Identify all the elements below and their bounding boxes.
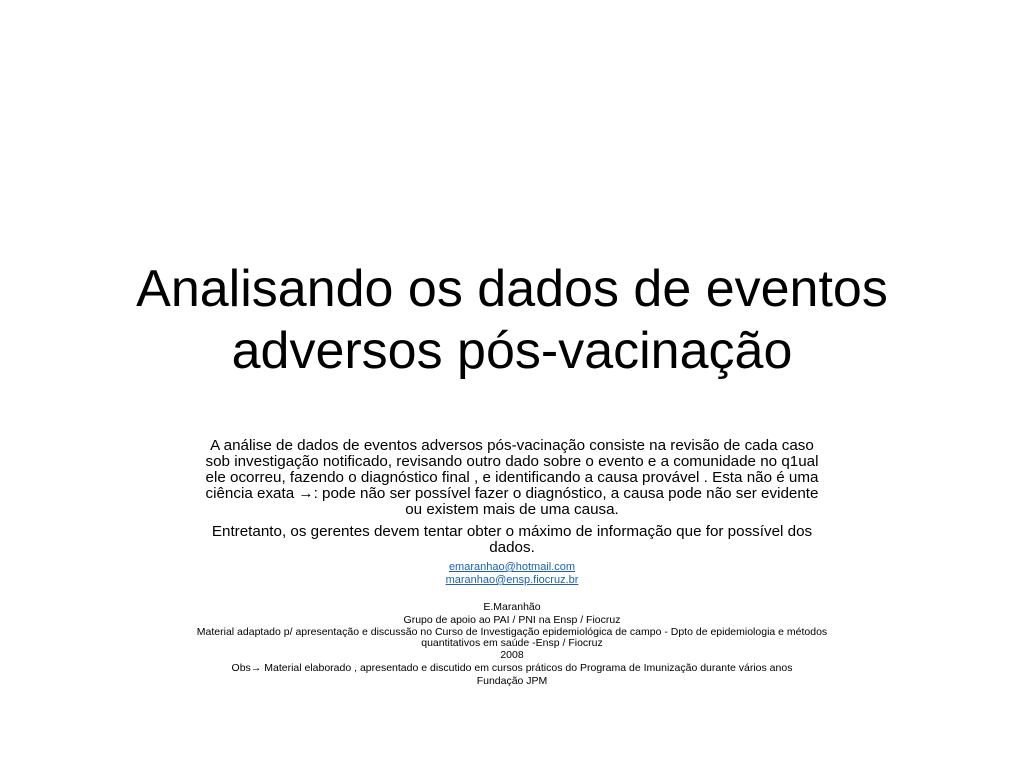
material-line-1: Material adaptado p/ apresentação e discussão no Curso de Investigação epidemiológica de campo - Dpto de epidemiologia e métodos xyxy=(196,626,828,638)
paragraph-line: sob investigação notificado, revisando outro dado sobre o evento e a comunidade no q1ual xyxy=(205,453,819,470)
paragraph-line: ele ocorreu, fazendo o diagnóstico final , e identificando a causa provável . Esta não é uma xyxy=(205,469,819,486)
email-link-fiocruz[interactable]: maranhao@ensp.fiocruz.br xyxy=(445,574,579,586)
obs-prefix: Obs xyxy=(231,662,251,674)
obs-text: Material elaborado , apresentado e discutido em cursos práticos do Programa de Imunização durante vários anos xyxy=(261,662,793,674)
year: 2008 xyxy=(500,649,524,661)
contact-links xyxy=(150,561,874,587)
paragraph-line: Entretanto, os gerentes devem tentar obter o máximo de informação que for possível dos xyxy=(211,523,813,540)
slide-title xyxy=(60,258,964,382)
paragraph-text: : pode não ser possível fazer o diagnóstico, a causa pode não ser evidente xyxy=(313,485,819,502)
group-line: Grupo de apoio ao PAI / PNI na Ensp / Fiocruz xyxy=(403,614,621,626)
title-line-1: Analisando os dados de eventos xyxy=(136,260,888,318)
slide-body xyxy=(150,438,874,587)
arrow-right-icon: → xyxy=(250,662,262,674)
paragraph-text: ciência exata xyxy=(205,485,299,502)
credits xyxy=(60,601,964,688)
arrow-right-icon: → xyxy=(298,485,314,502)
obs-line xyxy=(60,662,964,675)
managers-paragraph xyxy=(150,524,874,556)
foundation: Fundação JPM xyxy=(476,675,548,687)
analysis-paragraph xyxy=(150,438,874,518)
paragraph-line: A análise de dados de eventos adversos pós-vacinação consiste na revisão de cada caso xyxy=(210,437,814,454)
paragraph-line: ou existem mais de uma causa. xyxy=(405,501,619,518)
email-link-hotmail[interactable]: emaranhao@hotmail.com xyxy=(448,561,576,573)
paragraph-line: dados. xyxy=(489,539,535,556)
paragraph-line-with-arrow xyxy=(150,486,874,502)
title-line-2: adversos pós-vacinação xyxy=(231,322,793,380)
author-name: E.Maranhão xyxy=(483,601,541,613)
material-line-2: quantitativos em saúde -Ensp / Fiocruz xyxy=(421,637,603,649)
